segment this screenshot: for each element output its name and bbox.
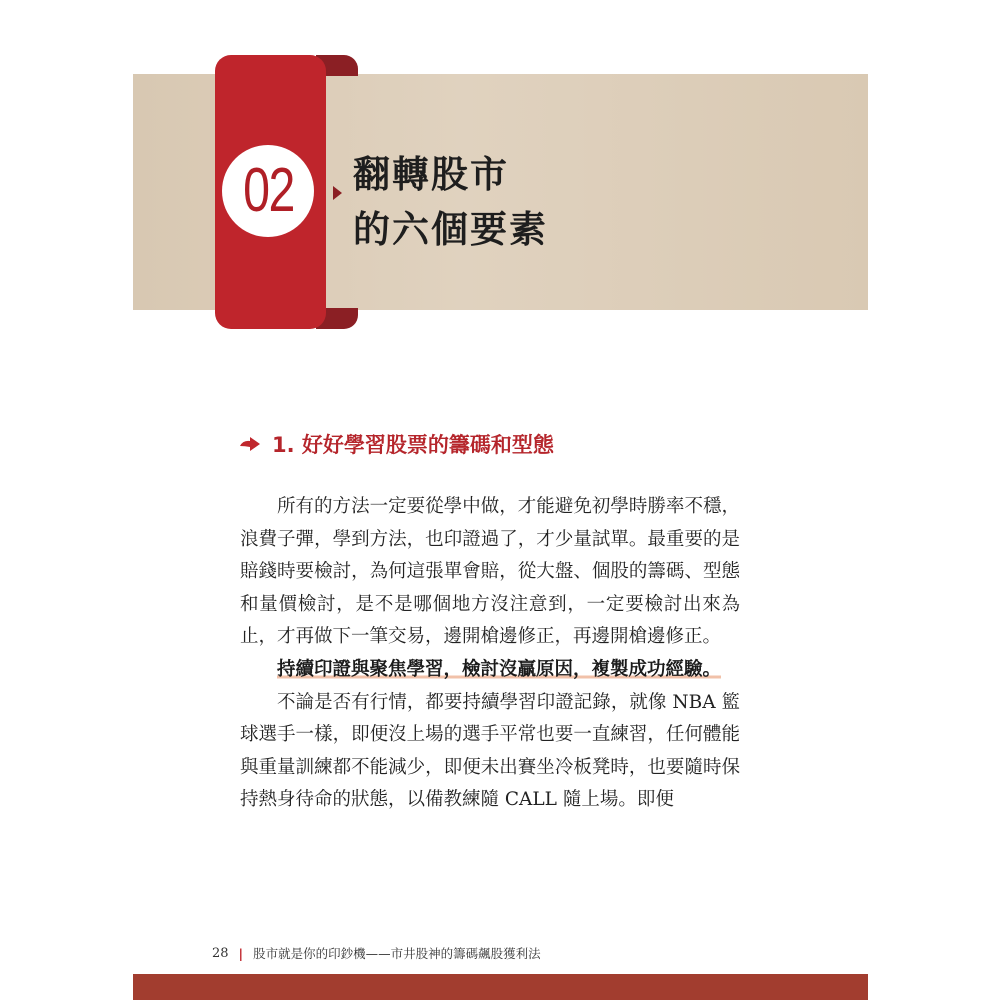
book-title: 股市就是你的印鈔機——市井股神的籌碼飆股獲利法 <box>253 946 541 961</box>
bottom-bar <box>133 974 868 1000</box>
page-number: 28 <box>212 945 229 961</box>
highlight-sentence: 持續印證與聚焦學習，檢討沒贏原因，複製成功經驗。 <box>277 658 722 680</box>
page-footer <box>212 944 541 962</box>
chapter-number: 02 <box>242 156 294 225</box>
paragraph-1: 所有的方法一定要從學中做，才能避免初學時勝率不穩，浪費子彈，學到方法，也印證過了，才少量試單。最重要的是賠錢時要檢討，為何這張單會賠，從大盤、個股的籌碼、型態和量價檢討，是不是哪個地方沒注意到，一定要檢討出來為止，才再做下一筆交易，邊開槍邊修正，再邊開槍邊修正。 <box>240 496 740 648</box>
body-text <box>240 491 740 817</box>
footer-separator: | <box>238 945 244 961</box>
paragraph-highlight <box>240 654 740 687</box>
chapter-title-line-1: 翻轉股市 <box>353 153 509 196</box>
triangle-pointer-icon <box>333 186 342 200</box>
paragraph-3: 不論是否有行情，都要持續學習印證記錄，就像 NBA 籃球選手一樣，即便沒上場的選手平常也要一直練習，任何體能與重量訓練都不能減少，即便未出賽坐冷板凳時，也要隨時保持熱身待命的狀態，以備教練隨 CALL 隨上場。即便 <box>240 691 740 811</box>
section-heading <box>238 429 554 459</box>
chapter-number-badge <box>222 145 314 237</box>
chapter-title <box>353 147 548 257</box>
chapter-title-line-2: 的六個要素 <box>353 208 548 251</box>
arrow-right-icon <box>238 433 264 455</box>
section-heading-text: 1. 好好學習股票的籌碼和型態 <box>272 433 554 457</box>
